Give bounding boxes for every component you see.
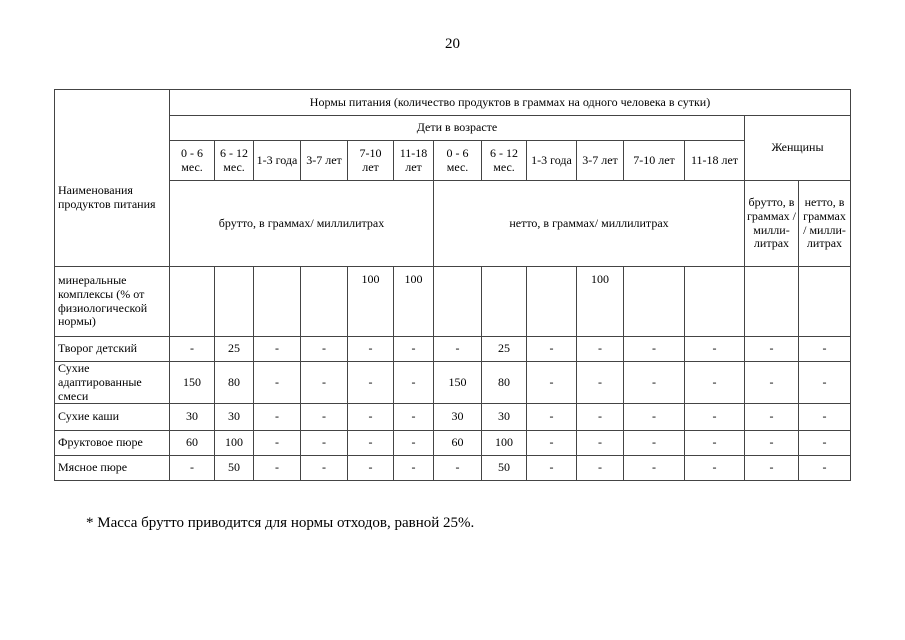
women-header: Женщины [745, 116, 851, 181]
value-cell: 100 [215, 431, 254, 456]
value-cell: - [799, 431, 851, 456]
value-cell [482, 267, 527, 337]
value-cell: - [685, 362, 745, 404]
net-unit-label: нетто, в граммах/ миллилитрах [434, 181, 745, 267]
value-cell: - [394, 456, 434, 481]
value-cell: - [348, 431, 394, 456]
value-cell: - [799, 337, 851, 362]
nutrition-norms-table [54, 89, 851, 481]
age-header-gross: 7-10 лет [348, 141, 394, 181]
product-name: Творог детский [55, 337, 170, 362]
value-cell: - [624, 404, 685, 431]
women-gross-label: брутто, в граммах / милли-литрах [745, 181, 799, 267]
value-cell: - [577, 362, 624, 404]
value-cell: - [301, 337, 348, 362]
value-cell: 100 [577, 267, 624, 337]
value-cell: - [254, 337, 301, 362]
product-name: минеральные комплексы (% от физиологической нормы) [55, 267, 170, 337]
footnote: * Масса брутто приводится для нормы отходов, равной 25%. [86, 515, 475, 531]
children-age-header: Дети в возрасте [170, 116, 745, 141]
value-cell: 60 [434, 431, 482, 456]
age-header-net: 0 - 6 мес. [434, 141, 482, 181]
value-cell [799, 267, 851, 337]
value-cell: - [301, 404, 348, 431]
value-cell: - [745, 362, 799, 404]
value-cell: 50 [215, 456, 254, 481]
women-net-label: нетто, в граммах / милли-литрах [799, 181, 851, 267]
age-header-gross: 1-3 года [254, 141, 301, 181]
value-cell: - [254, 404, 301, 431]
value-cell: - [624, 431, 685, 456]
product-name: Мясное пюре [55, 456, 170, 481]
value-cell: - [434, 337, 482, 362]
age-header-net: 1-3 года [527, 141, 577, 181]
value-cell [434, 267, 482, 337]
table-row [55, 337, 851, 362]
value-cell: 30 [482, 404, 527, 431]
value-cell: - [745, 337, 799, 362]
age-header-net: 7-10 лет [624, 141, 685, 181]
value-cell: - [527, 404, 577, 431]
value-cell: 25 [482, 337, 527, 362]
table-row [55, 267, 851, 337]
value-cell: 60 [170, 431, 215, 456]
value-cell: 25 [215, 337, 254, 362]
value-cell: - [394, 362, 434, 404]
age-header-gross: 11-18 лет [394, 141, 434, 181]
value-cell: - [348, 337, 394, 362]
value-cell: - [624, 362, 685, 404]
page-number: 20 [445, 36, 460, 52]
value-cell: - [624, 456, 685, 481]
value-cell: - [254, 456, 301, 481]
value-cell: - [577, 456, 624, 481]
value-cell: 30 [434, 404, 482, 431]
value-cell: 100 [348, 267, 394, 337]
value-cell: - [577, 337, 624, 362]
value-cell: - [527, 431, 577, 456]
age-header-gross: 6 - 12 мес. [215, 141, 254, 181]
product-name: Сухие адаптированные смеси [55, 362, 170, 404]
value-cell: 50 [482, 456, 527, 481]
value-cell: - [170, 337, 215, 362]
value-cell: - [799, 404, 851, 431]
value-cell [624, 267, 685, 337]
value-cell [301, 267, 348, 337]
value-cell: 30 [170, 404, 215, 431]
value-cell: - [577, 404, 624, 431]
value-cell: - [394, 431, 434, 456]
value-cell: 80 [215, 362, 254, 404]
value-cell: - [394, 337, 434, 362]
value-cell [215, 267, 254, 337]
value-cell: - [527, 456, 577, 481]
value-cell: - [745, 431, 799, 456]
value-cell [527, 267, 577, 337]
value-cell: - [394, 404, 434, 431]
value-cell: - [527, 362, 577, 404]
value-cell: - [348, 362, 394, 404]
table-row [55, 456, 851, 481]
table-row [55, 404, 851, 431]
value-cell: - [527, 337, 577, 362]
value-cell: 100 [394, 267, 434, 337]
value-cell [685, 267, 745, 337]
value-cell: - [685, 337, 745, 362]
value-cell: 100 [482, 431, 527, 456]
gross-unit-label: брутто, в граммах/ миллилитрах [170, 181, 434, 267]
value-cell: 30 [215, 404, 254, 431]
table-row [55, 362, 851, 404]
value-cell: 80 [482, 362, 527, 404]
product-name: Сухие каши [55, 404, 170, 431]
value-cell: - [301, 362, 348, 404]
age-header-gross: 3-7 лет [301, 141, 348, 181]
value-cell: - [301, 431, 348, 456]
value-cell: - [745, 456, 799, 481]
age-header-net: 6 - 12 мес. [482, 141, 527, 181]
value-cell [170, 267, 215, 337]
value-cell: - [799, 456, 851, 481]
value-cell: - [799, 362, 851, 404]
value-cell: - [348, 404, 394, 431]
value-cell: - [348, 456, 394, 481]
value-cell: - [254, 362, 301, 404]
value-cell: - [624, 337, 685, 362]
value-cell: - [170, 456, 215, 481]
value-cell: - [685, 431, 745, 456]
table-row [55, 431, 851, 456]
norms-header: Нормы питания (количество продуктов в граммах на одного человека в сутки) [170, 90, 851, 116]
value-cell: 150 [434, 362, 482, 404]
value-cell: - [685, 456, 745, 481]
age-header-net: 3-7 лет [577, 141, 624, 181]
age-header-net: 11-18 лет [685, 141, 745, 181]
product-column-header: Наименования продуктов питания [55, 90, 170, 267]
value-cell: - [577, 431, 624, 456]
value-cell: 150 [170, 362, 215, 404]
value-cell [254, 267, 301, 337]
product-name: Фруктовое пюре [55, 431, 170, 456]
value-cell: - [301, 456, 348, 481]
age-header-gross: 0 - 6 мес. [170, 141, 215, 181]
value-cell: - [685, 404, 745, 431]
value-cell [745, 267, 799, 337]
value-cell: - [254, 431, 301, 456]
value-cell: - [434, 456, 482, 481]
value-cell: - [745, 404, 799, 431]
